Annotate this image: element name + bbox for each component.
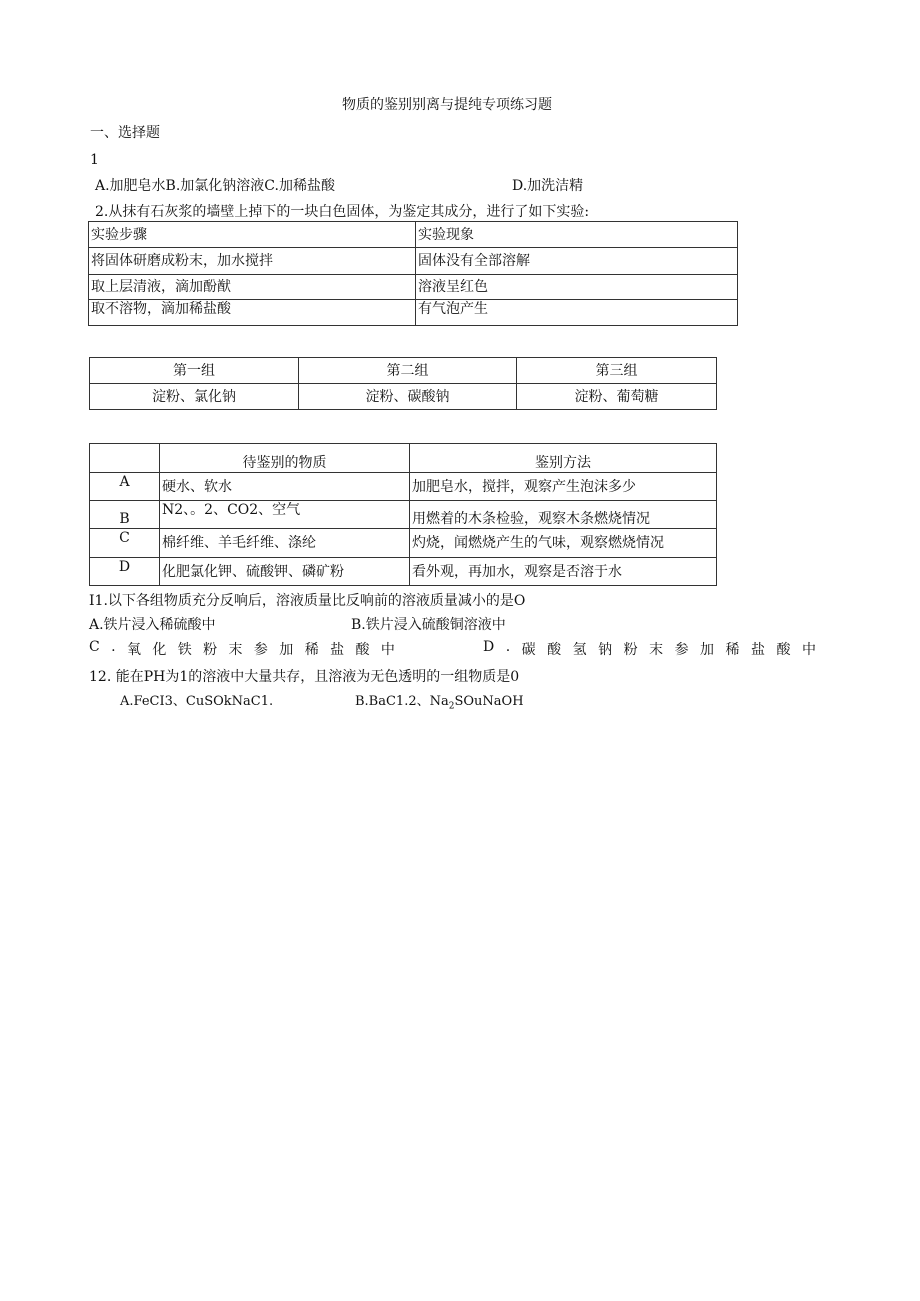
table-cell: 用燃着的木条检验，观察木条燃烧情况	[410, 501, 717, 529]
table-cell: B	[90, 501, 160, 529]
identification-table	[89, 443, 717, 586]
identify-header-substances: 待鉴别的物质	[160, 444, 410, 473]
q12-option-b-suffix: SOuNaOH	[454, 694, 524, 709]
q12-option-a: A.FeCI3、CuSOkNaC1.	[120, 694, 274, 709]
groups-header-1: 第一组	[90, 358, 299, 384]
table-cell: 看外观，再加水，观察是否溶于水	[410, 558, 717, 586]
table-cell: 有气泡产生	[416, 300, 738, 326]
q11-option-c-char: 中	[380, 642, 395, 658]
table-cell: A	[90, 473, 160, 501]
q11-option-c-char: 盐	[330, 642, 345, 658]
q11-option-c-char: 氧	[126, 642, 141, 658]
q11-option-c-char: 加	[279, 642, 294, 658]
table-row	[90, 558, 717, 586]
q11-option-d-char: 中	[801, 642, 816, 658]
q11-option-d-char: 盐	[751, 642, 766, 658]
q11-option-c-char: 铁	[177, 642, 192, 658]
table-cell: 取不溶物，滴加稀盐酸	[89, 300, 416, 326]
q11-option-d-char: 酸	[547, 642, 562, 658]
table-cell: 灼烧，闻燃烧产生的气味，观察燃烧情况	[410, 529, 717, 558]
table-cell: 淀粉、葡萄糖	[517, 384, 717, 410]
q11-option-d	[483, 639, 816, 659]
table-row	[89, 275, 738, 300]
q11-option-d-char: 参	[674, 642, 689, 658]
table-cell: 溶液呈红色	[416, 275, 738, 300]
table-row	[90, 384, 717, 410]
q11-option-d-char: 碳	[521, 642, 536, 658]
q11-option-b: B.铁片浸入硫酸铜溶液中	[351, 617, 506, 633]
q1-options-abc: A.加肥皂水B.加氯化钠溶液C.加稀盐酸	[95, 178, 335, 194]
q11-option-d-char: D	[483, 639, 495, 655]
table-row	[90, 501, 717, 529]
q11-option-c	[89, 639, 395, 659]
q11-option-d-char: 加	[700, 642, 715, 658]
experiment-table	[88, 221, 738, 326]
q11-option-c-char: 粉	[203, 642, 218, 658]
q11-option-c-char: 稀	[304, 642, 319, 658]
groups-table	[89, 357, 717, 410]
identify-header-label	[90, 444, 160, 473]
q11-option-c-char: 参	[253, 642, 268, 658]
q2-text: 2.从抹有石灰浆的墙壁上掉下的一块白色固体，为鉴定其成分，进行了如下实验:	[95, 204, 590, 220]
q11-option-d-char: 酸	[776, 642, 791, 658]
q12-text: 12. 能在PH为1的溶液中大量共存，且溶液为无色透明的一组物质是0	[89, 669, 520, 685]
q11-option-c-char: 化	[152, 642, 167, 658]
table-row	[90, 358, 717, 384]
table-cell: 淀粉、碳酸钠	[299, 384, 517, 410]
table-cell: 取上层清液，滴加酚猷	[89, 275, 416, 300]
table-row	[89, 300, 738, 326]
q1-option-d: D.加洗洁精	[512, 178, 584, 194]
table-row	[90, 473, 717, 501]
q11-text: I1.以下各组物质充分反响后，溶液质量比反响前的溶液质量减小的是O	[89, 593, 526, 609]
table-cell: N2、。2、CO2、空气	[160, 501, 410, 529]
identify-header-method: 鉴别方法	[410, 444, 717, 473]
q11-option-c-char: 末	[228, 642, 243, 658]
groups-header-2: 第二组	[299, 358, 517, 384]
q12-option-b	[355, 690, 524, 712]
q11-option-d-char: 粉	[623, 642, 638, 658]
table-cell: 棉纤维、羊毛纤维、涤纶	[160, 529, 410, 558]
q11-option-c-char: .	[111, 639, 116, 655]
q11-option-d-char: 钠	[598, 642, 613, 658]
table-cell: D	[90, 558, 160, 586]
q12-option-b-prefix: B.BaC1.2、Na	[355, 694, 449, 709]
table-row	[90, 444, 717, 473]
table-row	[89, 222, 738, 248]
table-cell: 固体没有全部溶解	[416, 248, 738, 275]
experiment-header-phenomena: 实验现象	[416, 222, 738, 248]
table-cell: C	[90, 529, 160, 558]
experiment-header-steps: 实验步骤	[89, 222, 416, 248]
section-heading-choice: 一、选择题	[90, 125, 160, 141]
table-row	[90, 529, 717, 558]
q11-option-d-char: 氢	[572, 642, 587, 658]
q11-option-c-char: C	[89, 639, 100, 655]
table-cell: 淀粉、氯化钠	[90, 384, 299, 410]
q12-option-b-subscript: 2	[448, 701, 455, 712]
q1-number: 1	[90, 152, 99, 168]
q11-option-d-char: .	[505, 639, 511, 655]
groups-header-3: 第三组	[517, 358, 717, 384]
q11-option-d-char: 末	[649, 642, 664, 658]
q11-option-a: A.铁片浸入稀硫酸中	[89, 617, 216, 633]
table-cell: 化肥氯化钾、硫酸钾、磷矿粉	[160, 558, 410, 586]
q11-option-d-char: 稀	[725, 642, 740, 658]
table-cell: 硬水、软水	[160, 473, 410, 501]
table-row	[89, 248, 738, 275]
q11-option-c-char: 酸	[355, 642, 370, 658]
table-cell: 加肥皂水，搅拌，观察产生泡沫多少	[410, 473, 717, 501]
page-title: 物质的鉴别别离与提纯专项练习题	[342, 97, 552, 113]
table-cell: 将固体研磨成粉末，加水搅拌	[89, 248, 416, 275]
